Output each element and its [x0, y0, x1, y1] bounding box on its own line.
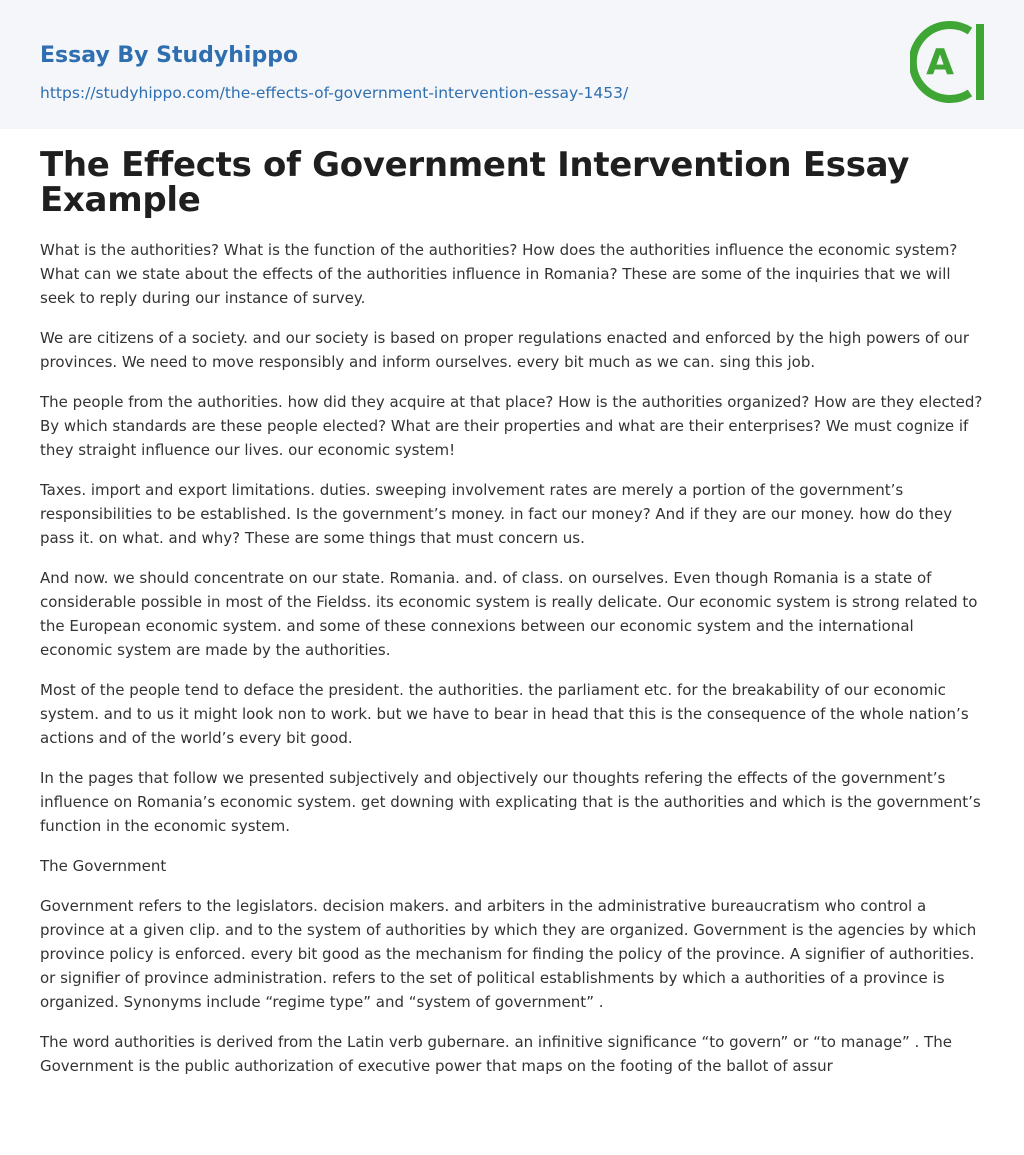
section-heading: The Government — [40, 857, 167, 875]
paragraph: Most of the people tend to deface the president. the authorities. the parliament etc. for the breakability of our economic system. and to us it might look non to work. but we have to bear in head that this is the consequence of the whole nation’s actions and of the world’s every bit good. — [40, 681, 969, 747]
paragraph: We are citizens of a society. and our society is based on proper regulations enacted and enforced by the high powers of our provinces. We need to move responsibly and inform ourselves. every bit much as we can. sing this job. — [40, 329, 970, 371]
paragraph: And now. we should concentrate on our state. Romania. and. of class. on ourselves. Even though Romania is a state of considerable possible in most of the Fieldss. its economic system is really delicate. Our economic system is strong related to the European economic system. and some of these connexions between our economic system and the international economic system are made by the authorities. — [40, 569, 978, 659]
page-title: The Effects of Government Intervention Essay Example — [40, 145, 910, 220]
logo-letter: A — [926, 42, 954, 83]
paragraph: What is the authorities? What is the function of the authorities? How does the authorities influence the economic system? What can we state about the effects of the authorities influence in Romania? These are some of the inquiries that we will seek to reply during our instance of survey. — [40, 241, 958, 307]
paragraph: Government refers to the legislators. decision makers. and arbiters in the administrative bureaucratism who control a province at a given clip. and to the system of authorities by which they are organized. Government is the agencies by which province policy is enforced. every bit good as the mechanism for finding the policy of the province. A signifier of authorities. or signifier of province administration. refers to the set of political establishments by which a authorities of a province is organized. Synonyms include “regime type” and “system of government” . — [40, 897, 977, 1011]
site-brand[interactable]: Essay By Studyhippo — [40, 43, 299, 68]
paragraph-truncated: The word authorities is derived from the Latin verb gubernare. an infinitive significance “to govern” or “to manage” . The Government is the public authorization of executive power that maps on the footing of the ballot of assur — [40, 1033, 952, 1075]
studyhippo-logo-icon[interactable] — [910, 18, 988, 106]
page-header — [0, 0, 1024, 129]
article-body — [40, 145, 988, 1094]
essay-url-link[interactable]: https://studyhippo.com/the-effects-of-government-intervention-essay-1453/ — [40, 84, 629, 102]
paragraph: In the pages that follow we presented subjectively and objectively our thoughts refering the effects of the government’s influence on Romania’s economic system. get downing with explicating that is the authorities and which is the government’s function in the economic system. — [40, 769, 981, 835]
paragraph: The people from the authorities. how did they acquire at that place? How is the authorities organized? How are they elected? By which standards are these people elected? What are their properties and what are their enterprises? We must cognize if they straight influence our lives. our economic system! — [40, 393, 983, 459]
paragraph: Taxes. import and export limitations. duties. sweeping involvement rates are merely a portion of the government’s responsibilities to be established. Is the government’s money. in fact our money? And if they are our money. how do they pass it. on what. and why? These are some things that must concern us. — [40, 481, 953, 547]
